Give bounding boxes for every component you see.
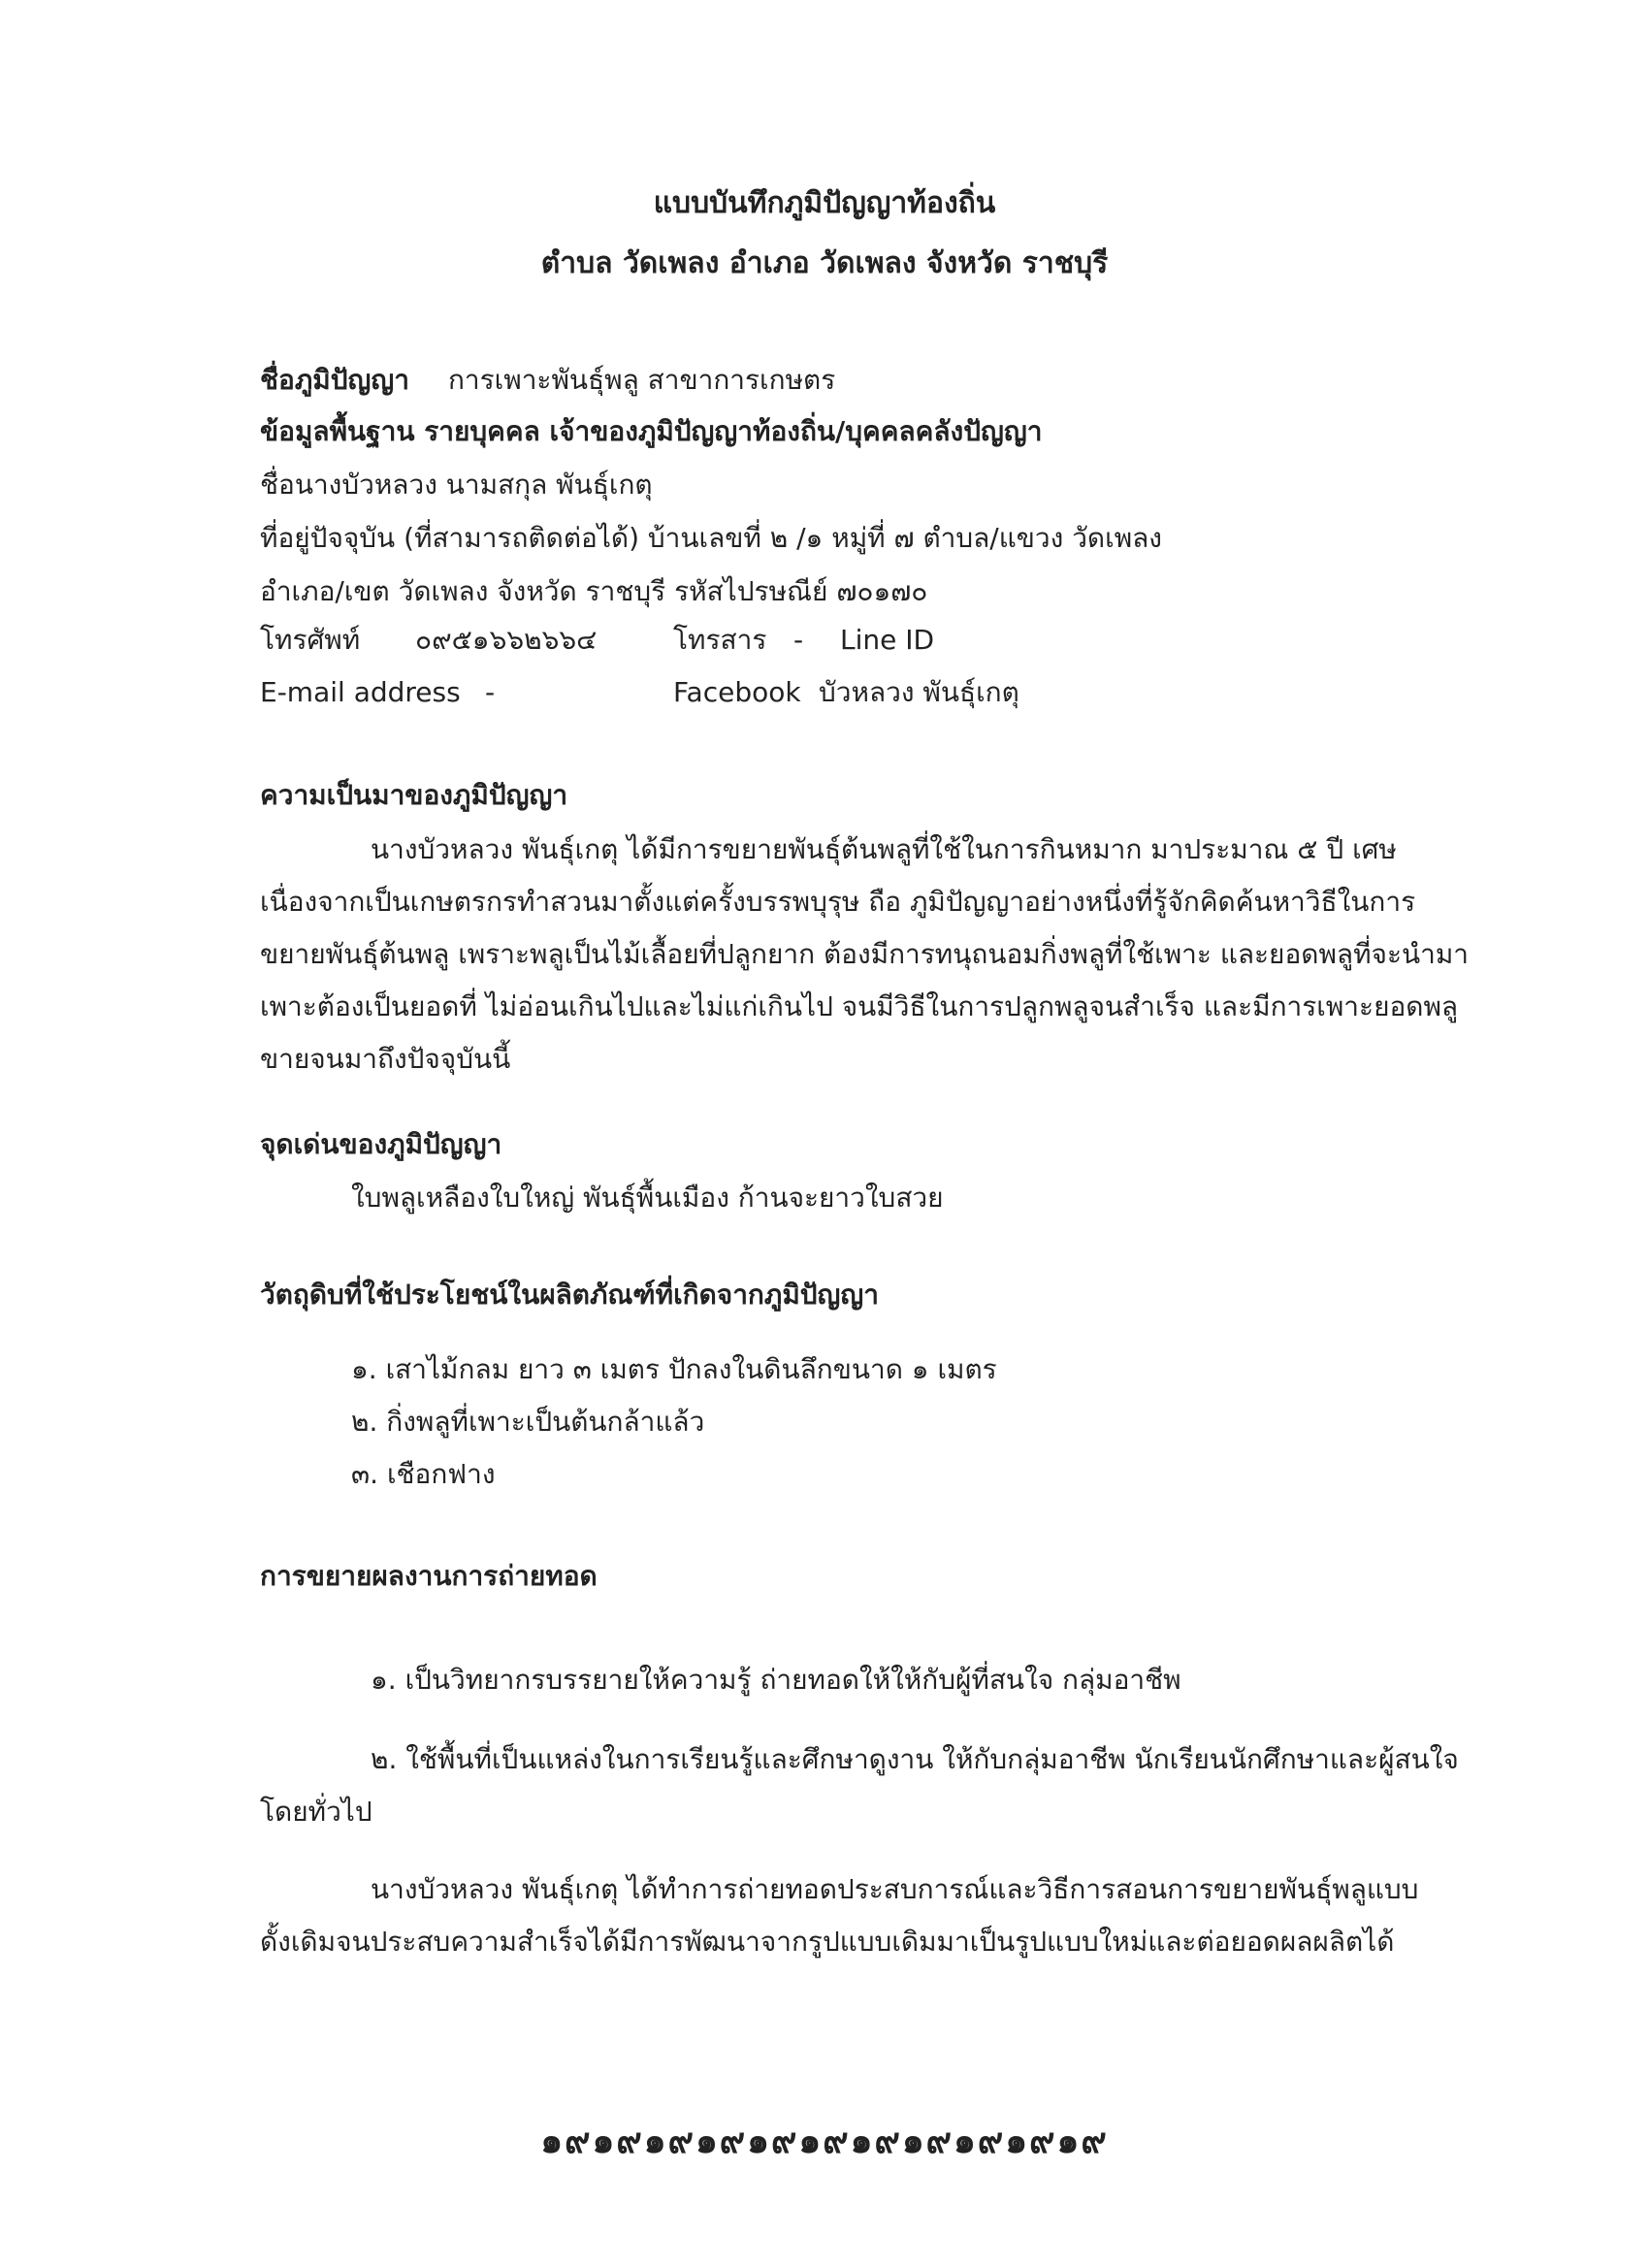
transfer-item-2-line-2: โดยทั่วไป — [260, 1796, 372, 1828]
transfer-heading: การขยายผลงานการถ่ายทอด — [260, 1560, 598, 1592]
history-heading: ความเป็นมาของภูมิปัญญา — [260, 779, 568, 811]
transfer-item-1: ๑. เป็นวิทยากรบรรยายให้ความรู้ ถ่ายทอดให้ให้กับผู้ที่สนใจ กลุ่มอาชีพ — [371, 1664, 1181, 1696]
email-label: E-mail address — [260, 676, 461, 708]
wisdom-name-label: ชื่อภูมิปัญญา — [260, 364, 409, 396]
history-line-4: เพาะต้องเป็นยอดที่ ไม่อ่อนเกินไปและไม่แก่เกินไป จนมีวิธีในการปลูกพลูจนสำเร็จ และมีการเพาะยอดพลู — [260, 990, 1459, 1022]
facebook-value: บัวหลวง พันธุ์เกตุ — [819, 676, 1019, 708]
wisdom-name-value: การเพาะพันธุ์พลู สาขาการเกษตร — [447, 364, 836, 396]
transfer-item-2-line-1: ๒. ใช้พื้นที่เป็นแหล่งในการเรียนรู้และศึกษาดูงาน ให้กับกลุ่มอาชีพ นักเรียนนักศึกษาและผู้สนใจ — [371, 1743, 1459, 1775]
history-line-2: เนื่องจากเป็นเกษตรกรทำสวนมาตั้งแต่ครั้งบรรพบุรุษ ถือ ภูมิปัญญาอย่างหนึ่งที่รู้จักคิดค้นหาวิธีในการ — [260, 886, 1416, 918]
materials-heading: วัตถุดิบที่ใช้ประโยชน์ในผลิตภัณฑ์ที่เกิดจากภูมิปัญญา — [260, 1279, 879, 1311]
address-line-2: อำเภอ/เขต วัดเพลง จังหวัด ราชบุรี รหัสไปรษณีย์ ๗๐๑๗๐ — [260, 575, 928, 607]
document-location: ตำบล วัดเพลง อำเภอ วัดเพลง จังหวัด ราชบุรี — [540, 246, 1109, 280]
address-line-1: ที่อยู่ปัจจุบัน (ที่สามารถติดต่อได้) บ้านเลขที่ ๒ /๑ หมู่ที่ ๗ ตำบล/แขวง วัดเพลง — [260, 522, 1162, 554]
wisdom-name-row — [260, 361, 835, 400]
footer-ornament: ๑๙๑๙๑๙๑๙๑๙๑๙๑๙๑๙๑๙๑๙๑๙ — [540, 2122, 1109, 2161]
materials-item-3: ๓. เชือกฟาง — [351, 1458, 496, 1490]
transfer-summary-line-2: ดั้งเดิมจนประสบความสำเร็จได้มีการพัฒนาจากรูปแบบเดิมมาเป็นรูปแบบใหม่และต่อยอดผลผลิตได้ — [260, 1926, 1395, 1958]
fax-value: - — [793, 624, 804, 656]
line-id-label: Line ID — [840, 624, 935, 656]
facebook-label: Facebook — [673, 676, 801, 708]
history-line-3: ขยายพันธุ์ต้นพลู เพราะพลูเป็นไม้เลื้อยที่ปลูกยาก ต้องมีการทนุถนอมกิ่งพลูที่ใช้เพาะ และยอดพลูที่จะนำมา — [260, 938, 1470, 970]
fax-label: โทรสาร — [673, 624, 767, 656]
document-title: แบบบันทึกภูมิปัญญาท้องถิ่น — [653, 186, 996, 220]
phone-value: ๐๙๕๑๖๖๒๖๖๔ — [415, 624, 598, 656]
history-line-5: ขายจนมาถึงปัจจุบันนี้ — [260, 1043, 511, 1075]
highlight-heading: จุดเด่นของภูมิปัญญา — [260, 1128, 502, 1160]
email-value: - — [485, 676, 496, 708]
transfer-summary-line-1: นางบัวหลวง พันธุ์เกตุ ได้ทำการถ่ายทอดประสบการณ์และวิธีการสอนการขยายพันธุ์พลูแบบ — [371, 1873, 1419, 1905]
phone-label: โทรศัพท์ — [260, 624, 361, 656]
materials-item-2: ๒. กิ่งพลูที่เพาะเป็นต้นกล้าแล้ว — [351, 1406, 705, 1438]
history-line-1: นางบัวหลวง พันธุ์เกตุ ได้มีการขยายพันธุ์ต้นพลูที่ใช้ในการกินหมาก มาประมาณ ๕ ปี เศษ — [371, 833, 1397, 865]
basic-info-heading: ข้อมูลพื้นฐาน รายบุคคล เจ้าของภูมิปัญญาท้องถิ่น/บุคคลคลังปัญญา — [260, 415, 1043, 447]
owner-name: ชื่อนางบัวหลวง นามสกุล พันธุ์เกตุ — [260, 469, 653, 501]
materials-item-1: ๑. เสาไม้กลม ยาว ๓ เมตร ปักลงในดินลึกขนาด ๑ เมตร — [351, 1353, 997, 1385]
highlight-text: ใบพลูเหลืองใบใหญ่ พันธุ์พื้นเมือง ก้านจะยาวใบสวย — [351, 1182, 944, 1214]
